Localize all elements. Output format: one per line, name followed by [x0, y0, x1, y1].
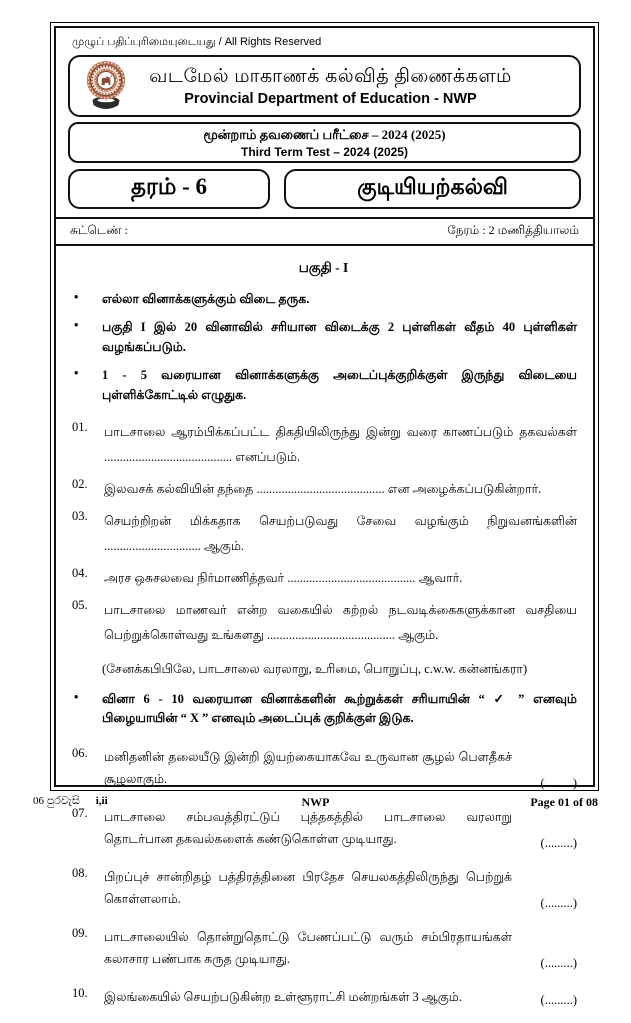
department-name-english: Provincial Department of Education - NWP [184, 90, 477, 107]
true-false-question-row [70, 986, 577, 1009]
question-number: 06. [72, 745, 88, 760]
department-name-tamil: வடமேல் மாகாணக் கல்வித் திணைக்களம் [149, 65, 512, 87]
bullet-icon: • [74, 318, 79, 333]
instruction-text: 1 - 5 வரையான வினாக்களுக்கு அடைப்புக்குறிக்குள் இருந்து விடையை புள்ளிக்கோட்டில் எழுதுக. [102, 368, 577, 402]
grade-box: தரம் - 6 [68, 169, 270, 209]
education-department-logo-icon [83, 60, 129, 112]
question-text: பாடசாலை மாணவர் என்ற வகையில் கற்றல் நடவடிக்கைகளுக்கான வசதியை பெற்றுக்கொள்வது உங்களது ......................................... ஆகும். [104, 602, 577, 642]
question-number: 01. [72, 419, 88, 434]
subject-box: குடியியற்கல்வி [284, 169, 581, 209]
question-text: மனிதனின் தலையீடு இன்றி இயற்கையாகவே உருவான சூழல் பௌதீகச் சூழலாகும். [104, 749, 512, 787]
fill-question-row [70, 477, 577, 502]
instruction-item [70, 290, 577, 309]
fill-question-row [70, 509, 577, 559]
true-false-question-row [70, 926, 577, 971]
fill-question-row [70, 566, 577, 591]
department-emblem [80, 60, 132, 112]
footer-page-number: Page 01 of 08 [530, 795, 598, 809]
part-title: பகுதி - I [298, 260, 349, 275]
question-number: 09. [72, 925, 88, 940]
question-text: பிறப்புச் சான்றிதழ் பத்திரத்தினை பிரதேச செயலகத்திலிருந்து பெற்றுக் கொள்ளலாம். [104, 869, 512, 907]
answer-blank: (.........) [540, 955, 577, 970]
term-title-tamil: மூன்றாம் தவணைப் பரீட்சை – 2024 (2025) [203, 127, 446, 142]
term-test-box [68, 122, 581, 163]
instruction-text: பகுதி I இல் 20 வினாவில் சரியான விடைக்கு 2 புள்ளிகள் வீதம் 40 புள்ளிகள் வழங்கப்படும். [102, 320, 577, 354]
question-text: இலவசக் கல்வியின் தந்தை ......................................... என அழைக்கப்படுகின்றார். [104, 481, 542, 496]
footer-paper-code [33, 795, 108, 808]
question-text: பாடசாலை சம்பவத்திரட்டுப் புத்தகத்தில் பாடசாலை வரலாறு தொடர்பான தகவல்களைக் கண்டுகொள்ள முடியாது. [104, 809, 512, 847]
instruction-item [70, 318, 577, 357]
question-text: பாடசாலையில் தொன்றுதொட்டு பேணப்பட்டு வரும் சம்பிரதாயங்கள் கலாசார பண்பாக கருத முடியாது. [104, 929, 512, 967]
question-number: 07. [72, 805, 88, 820]
true-false-question-row [70, 746, 577, 791]
copyright-notice: முழுப் பதிப்புரிமையுடையது / All Rights Reserved [72, 36, 322, 48]
footer-units-text: i,ii [95, 795, 108, 807]
instruction-text: எல்லா வினாக்களுக்கும் விடை தருக. [102, 292, 310, 306]
true-false-instruction [70, 690, 577, 729]
index-number-label: சுட்டெண் : [70, 223, 128, 237]
word-bank: (சேனக்கபிபிலே, பாடசாலை வரலாறு, உரிமை, பொறுப்பு, c.w.w. கன்னங்கரா) [102, 661, 528, 676]
answer-blank: (.........) [540, 775, 577, 790]
bullet-icon: • [74, 689, 79, 704]
grade-subject-row [68, 169, 581, 209]
answer-blank: (.........) [540, 895, 577, 910]
question-number: 04. [72, 565, 88, 580]
bullet-icon: • [74, 366, 79, 381]
fill-question-row [70, 420, 577, 470]
question-number: 05. [72, 597, 88, 612]
department-titles [132, 66, 569, 107]
question-area [56, 246, 593, 1023]
question-text: பாடசாலை ஆரம்பிக்கப்பட்ட திகதியிலிருந்து இன்று வரை காணப்படும் தகவல்கள் ......................................... எனப்படும். [104, 424, 577, 464]
footer-code-text: 06 පුරවැසි [33, 795, 80, 807]
answer-blank: (.........) [540, 835, 577, 850]
bullet-icon: • [74, 290, 79, 304]
time-allowed-label: நேரம் : 2 மணித்தியாலம் [447, 223, 579, 237]
instruction-text: வினா 6 - 10 வரையான வினாக்களின் கூற்றுக்கள் சரியாயின் “ ✓ ” எனவும் பிழையாயின் “ X ” எனவும் அடைப்புக் குறிக்குள் இடுக. [102, 691, 577, 726]
question-text: இலங்கையில் செயற்படுகின்ற உள்ளூராட்சி மன்றங்கள் 3 ஆகும். [104, 989, 462, 1004]
department-header-box [68, 55, 581, 117]
question-number: 08. [72, 865, 88, 880]
question-text: அரச ஒசுசலவை நிர்மாணித்தவர் ......................................... ஆவார். [104, 570, 463, 585]
true-false-question-row [70, 866, 577, 911]
term-title-english: Third Term Test – 2024 (2025) [241, 145, 408, 159]
question-number: 10. [72, 985, 88, 1000]
question-text: செயற்றிறன் மிக்கதாக செயற்படுவது சேவை வழங்கும் நிறுவனங்களின் ............................... ஆகும். [104, 513, 577, 553]
question-number: 03. [72, 508, 88, 523]
instruction-item [70, 366, 577, 405]
index-time-row [56, 217, 593, 246]
question-number: 02. [72, 476, 88, 491]
fill-question-row [70, 598, 577, 648]
answer-blank: (.........) [540, 993, 577, 1008]
true-false-question-row [70, 806, 577, 851]
footer-province-code: NWP [301, 795, 330, 809]
